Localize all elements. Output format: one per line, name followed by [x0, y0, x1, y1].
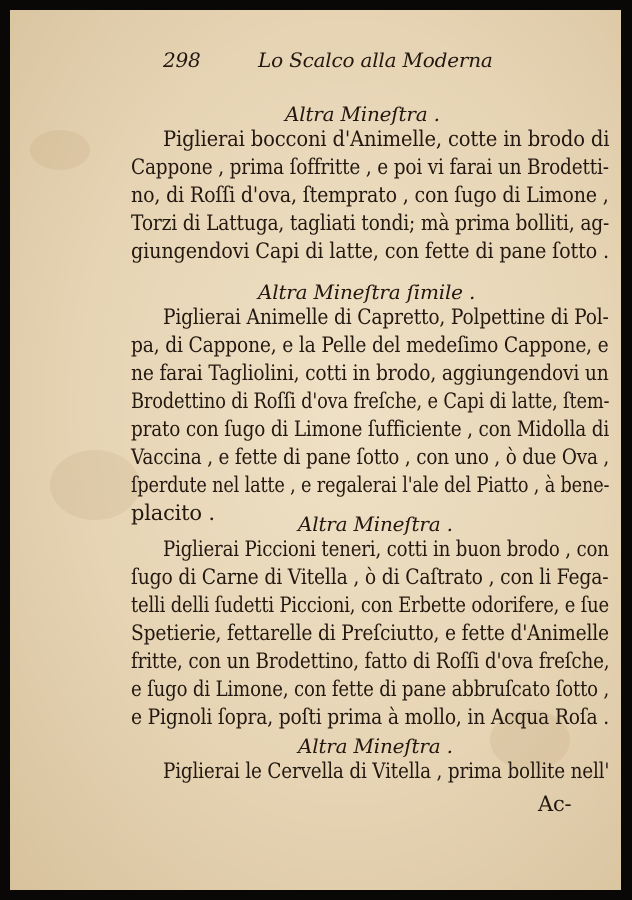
text-line: Torzi di Lattuga, tagliati tondi; mà prima bolliti, ag-: [131, 211, 610, 235]
text-line: fritte, con un Brodettino, fatto di Roſſi d'ova freſche,: [131, 649, 610, 673]
paper-stain: [30, 130, 90, 170]
text-line: ne farai Tagliolini, cotti in brodo, aggiungendovi un: [131, 361, 609, 385]
text-line: Spetierie, fettarelle di Preſciutto, e fette d'Animelle: [131, 621, 609, 645]
section-heading: Altra Mineſtra ſimile .: [258, 280, 476, 304]
text-line: ſugo di Carne di Vitella , ò di Caſtrato , con li Fega-: [131, 565, 609, 589]
page-number: 298: [163, 48, 201, 72]
catchword: Ac-: [538, 792, 572, 816]
text-line: ſperdute nel latte , e regalerai l'ale del Piatto , à bene-: [131, 473, 610, 497]
text-line: no, di Roſſi d'ova, ſtemprato , con ſugo di Limone ,: [131, 183, 609, 207]
text-line: Vaccina , e fette di pane ſotto , con uno , ò due Ova ,: [131, 445, 610, 469]
text-line: Piglierai Piccioni teneri, cotti in buon brodo , con: [163, 537, 609, 561]
text-line: Piglierai Animelle di Capretto, Polpettine di Pol-: [163, 305, 609, 329]
paper-stain: [50, 450, 140, 520]
section-heading: Altra Mineſtra .: [298, 734, 453, 758]
text-line: telli delli ſudetti Piccioni, con Erbette odorifere, e ſue: [131, 593, 609, 617]
text-line: prato con ſugo di Limone ſufficiente , con Midolla di: [131, 417, 610, 441]
text-line: giungendovi Capi di latte, con fette di pane ſotto .: [131, 239, 609, 263]
text-line: Piglierai bocconi d'Animelle, cotte in brodo di: [163, 127, 610, 151]
text-line: e Pignoli ſopra, poſti prima à mollo, in Acqua Roſa .: [131, 705, 610, 729]
running-title: Lo Scalco alla Moderna: [258, 48, 493, 72]
text-line: e ſugo di Limone, con fette di pane abbruſcato ſotto ,: [131, 677, 610, 701]
text-line: pa, di Cappone, e la Pelle del medeſimo Cappone, e: [131, 333, 609, 357]
section-heading: Altra Mineſtra .: [285, 102, 440, 126]
text-line: Brodettino di Roſſi d'ova freſche, e Capi di latte, ſtem-: [131, 389, 610, 413]
text-line: Cappone , prima ſoffritte , e poi vi farai un Brodetti-: [131, 155, 609, 179]
book-page: [10, 10, 621, 890]
section-heading: Altra Mineſtra .: [298, 512, 453, 536]
text-line: Piglierai le Cervella di Vitella , prima bollite nell': [163, 759, 610, 783]
text-line: placito .: [131, 501, 215, 525]
